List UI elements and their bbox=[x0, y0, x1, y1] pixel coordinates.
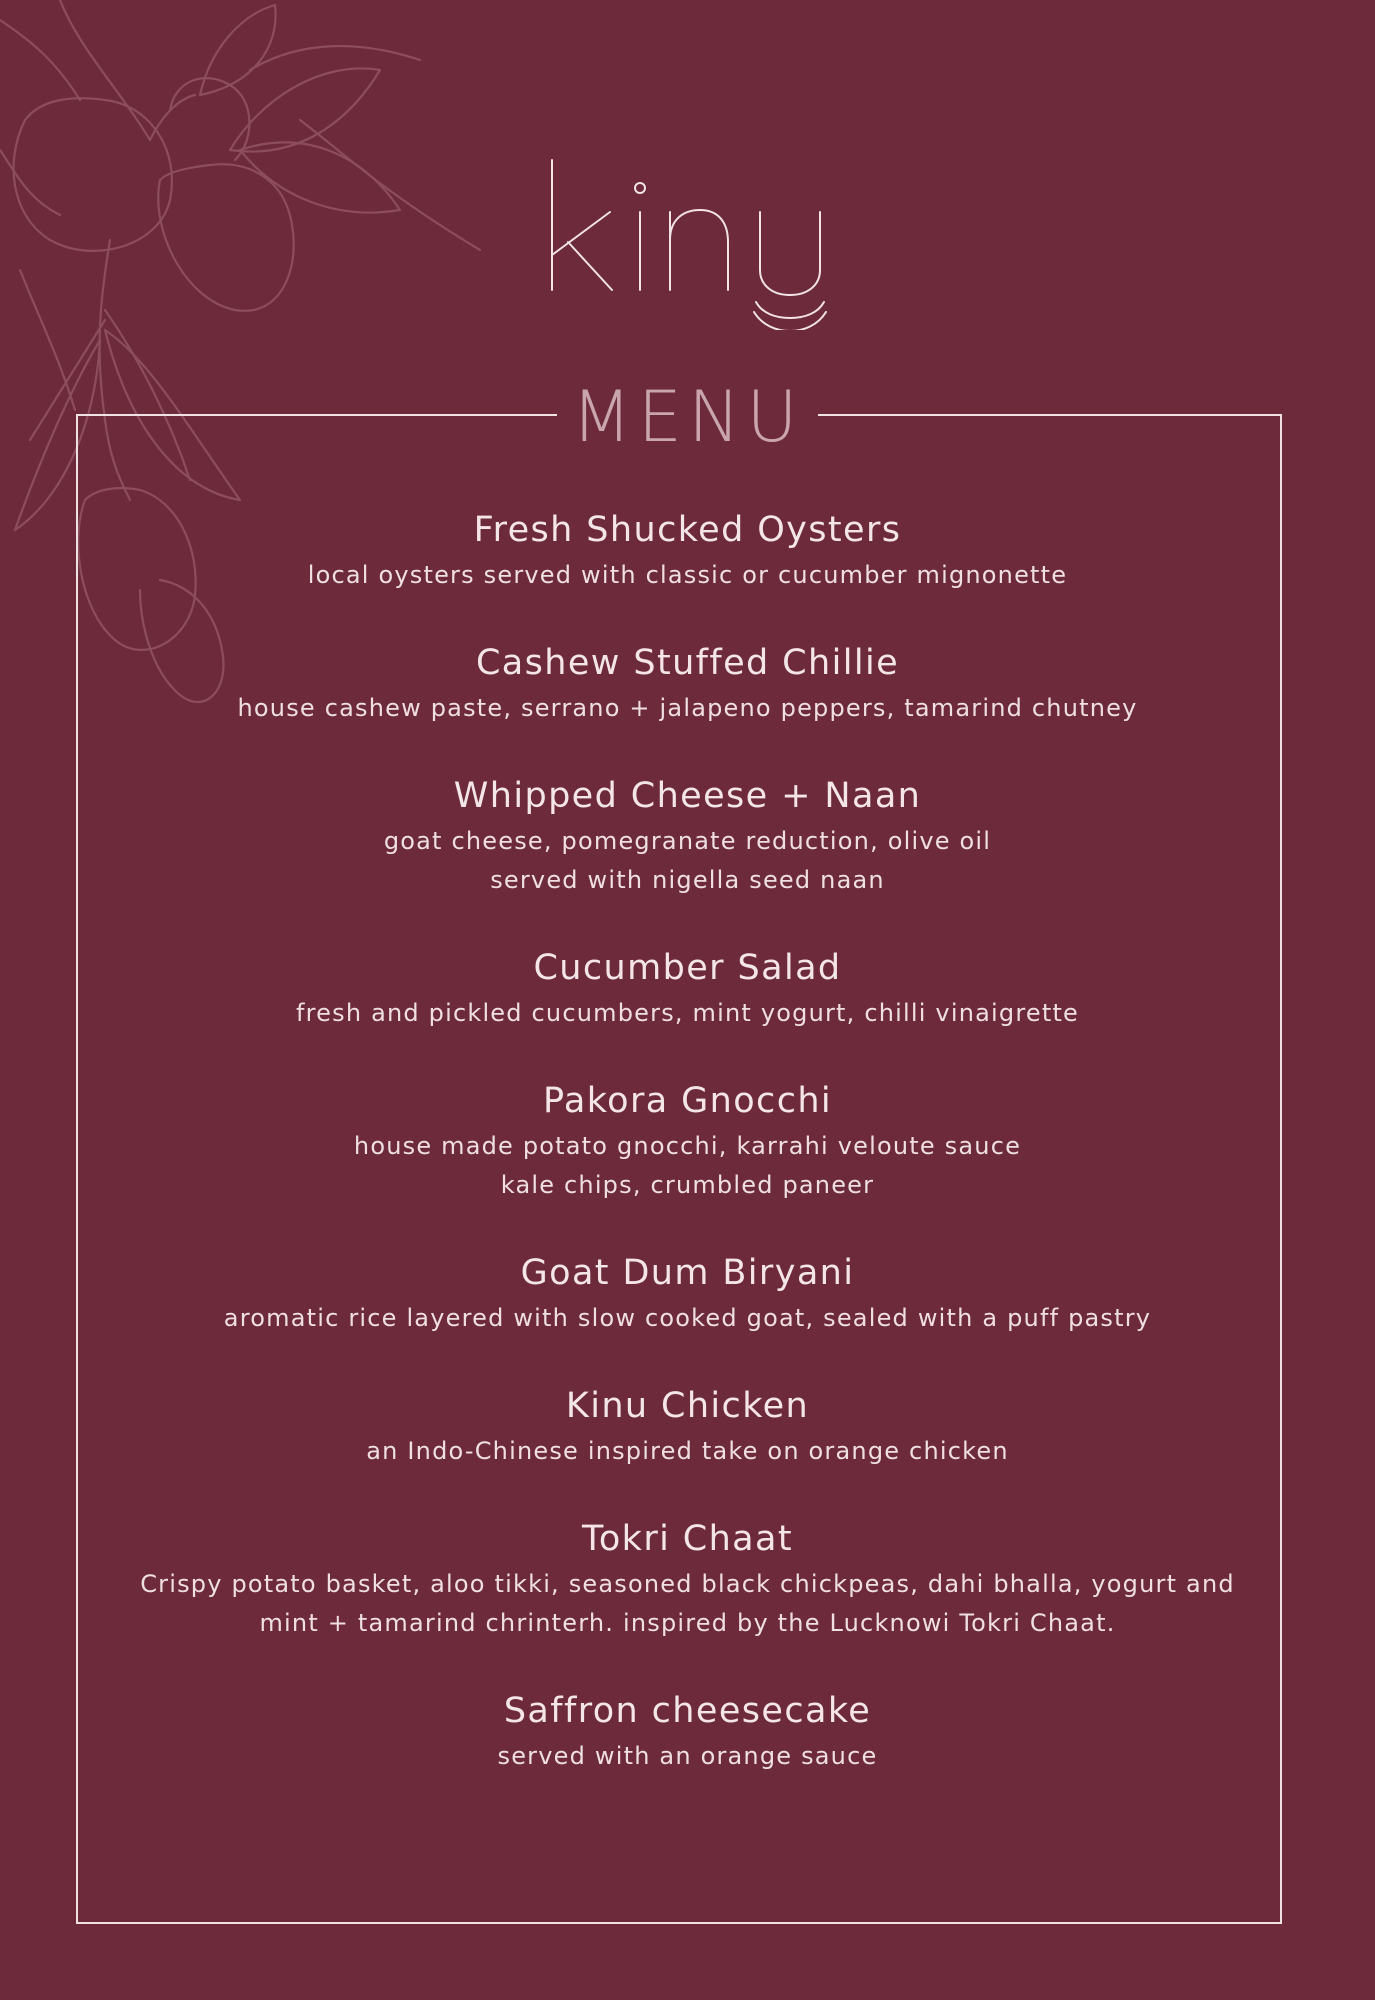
menu-item-name: Whipped Cheese + Naan bbox=[453, 776, 922, 816]
menu-item-description: fresh and pickled cucumbers, mint yogurt, chilli vinaigrette bbox=[295, 999, 1080, 1027]
menu-item-description: served with an orange sauce bbox=[497, 1742, 878, 1770]
menu-item-name: Fresh Shucked Oysters bbox=[473, 510, 902, 550]
menu-item-description: aromatic rice layered with slow cooked goat, sealed with a puff pastry bbox=[223, 1304, 1152, 1332]
menu-item bbox=[80, 1079, 1295, 1205]
menu-item bbox=[80, 1251, 1295, 1338]
menu-item bbox=[80, 641, 1295, 728]
menu-item-name: Goat Dum Biryani bbox=[520, 1253, 855, 1293]
menu-item-name: Saffron cheesecake bbox=[503, 1691, 872, 1731]
menu-items-list bbox=[80, 508, 1295, 1822]
menu-item bbox=[80, 946, 1295, 1033]
menu-item-description: local oysters served with classic or cucumber mignonette bbox=[307, 561, 1068, 589]
menu-item bbox=[80, 1384, 1295, 1471]
menu-item-description: house made potato gnocchi, karrahi veloute sauce kale chips, crumbled paneer bbox=[353, 1132, 1022, 1199]
menu-item-name: Cashew Stuffed Chillie bbox=[475, 643, 900, 683]
menu-item bbox=[80, 1517, 1295, 1643]
menu-title: MENU bbox=[557, 372, 817, 462]
menu-item-name: Cucumber Salad bbox=[533, 948, 842, 988]
menu-item-description: Crispy potato basket, aloo tikki, seasoned black chickpeas, dahi bhalla, yogurt and mint + tamarind chrinterh. inspired by the Lucknowi Tokri Chaat. bbox=[140, 1570, 1235, 1637]
kinu-logo bbox=[540, 150, 840, 330]
menu-item-name: Kinu Chicken bbox=[565, 1386, 810, 1426]
menu-heading bbox=[0, 372, 1375, 462]
menu-item bbox=[80, 774, 1295, 900]
menu-item-name: Tokri Chaat bbox=[582, 1519, 793, 1559]
menu-item bbox=[80, 1689, 1295, 1776]
menu-item bbox=[80, 508, 1295, 595]
menu-item-description: an Indo-Chinese inspired take on orange chicken bbox=[366, 1437, 1009, 1465]
menu-item-description: house cashew paste, serrano + jalapeno peppers, tamarind chutney bbox=[237, 694, 1138, 722]
menu-item-name: Pakora Gnocchi bbox=[542, 1081, 833, 1121]
menu-item-description: goat cheese, pomegranate reduction, olive oil served with nigella seed naan bbox=[383, 827, 992, 894]
